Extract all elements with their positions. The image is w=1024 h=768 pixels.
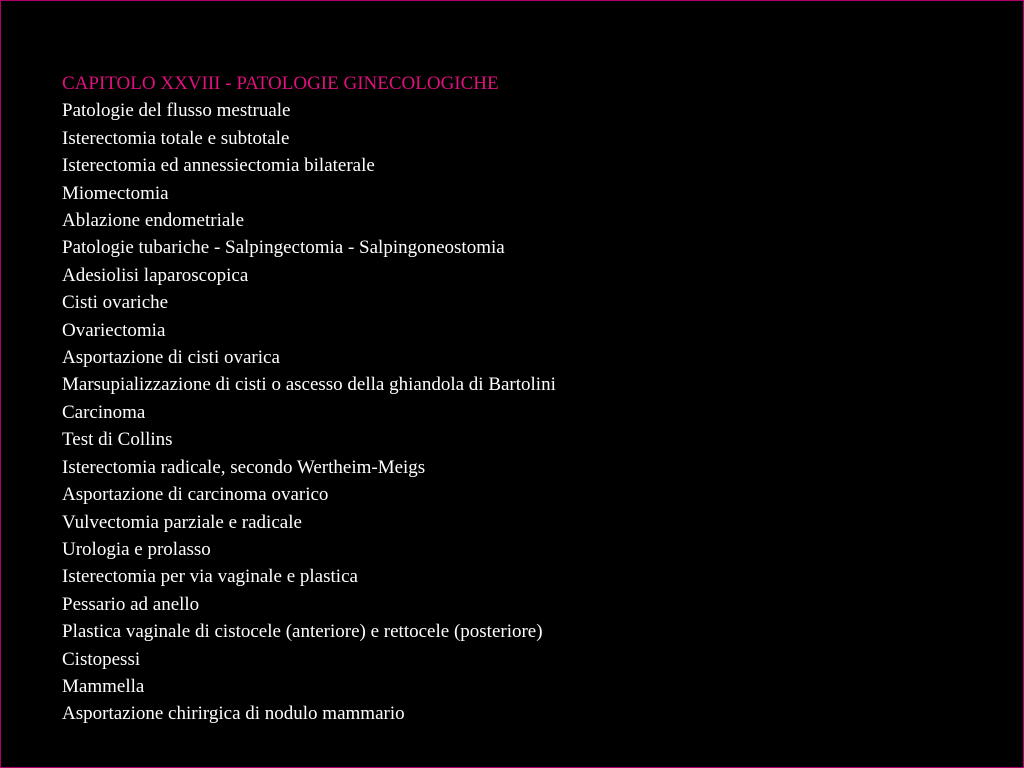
topic-item: Urologia e prolasso (62, 538, 211, 560)
topic-item: Vulvectomia parziale e radicale (62, 511, 302, 533)
topic-item: Marsupializzazione di cisti o ascesso della ghiandola di Bartolini (62, 374, 556, 396)
chapter-title: CAPITOLO XXVIII - PATOLOGIE GINECOLOGICHE (62, 73, 499, 94)
topic-item: Isterectomia radicale, secondo Wertheim-Meigs (62, 456, 426, 478)
topic-item: Miomectomia (62, 182, 169, 204)
topic-item: Isterectomia ed annessiectomia bilaterale (62, 155, 375, 177)
topic-item: Plastica vaginale di cistocele (anteriore) e rettocele (posteriore) (62, 621, 543, 643)
topic-item: Asportazione di carcinoma ovarico (62, 484, 329, 506)
topic-item: Cisti ovariche (62, 292, 169, 314)
topic-item: Adesiolisi laparoscopica (62, 264, 249, 286)
topic-item: Patologie tubariche - Salpingectomia - Salpingoneostomia (62, 237, 505, 259)
topic-item: Cistopessi (62, 648, 141, 670)
topic-item: Isterectomia totale e subtotale (62, 127, 290, 149)
topic-item: Isterectomia per via vaginale e plastica (62, 566, 358, 588)
topic-item: Pessario ad anello (62, 593, 200, 615)
topic-item: Mammella (62, 675, 145, 697)
topic-item: Ablazione endometriale (62, 210, 245, 232)
topic-item: Asportazione di cisti ovarica (62, 347, 280, 369)
topic-item: Ovariectomia (62, 319, 166, 341)
topic-item: Patologie del flusso mestruale (62, 100, 291, 122)
topic-item: Test di Collins (62, 429, 173, 451)
slide-content (62, 70, 962, 728)
topic-item: Carcinoma (62, 401, 146, 423)
topic-item: Asportazione chirirgica di nodulo mammario (62, 703, 405, 725)
topic-list (62, 97, 962, 727)
